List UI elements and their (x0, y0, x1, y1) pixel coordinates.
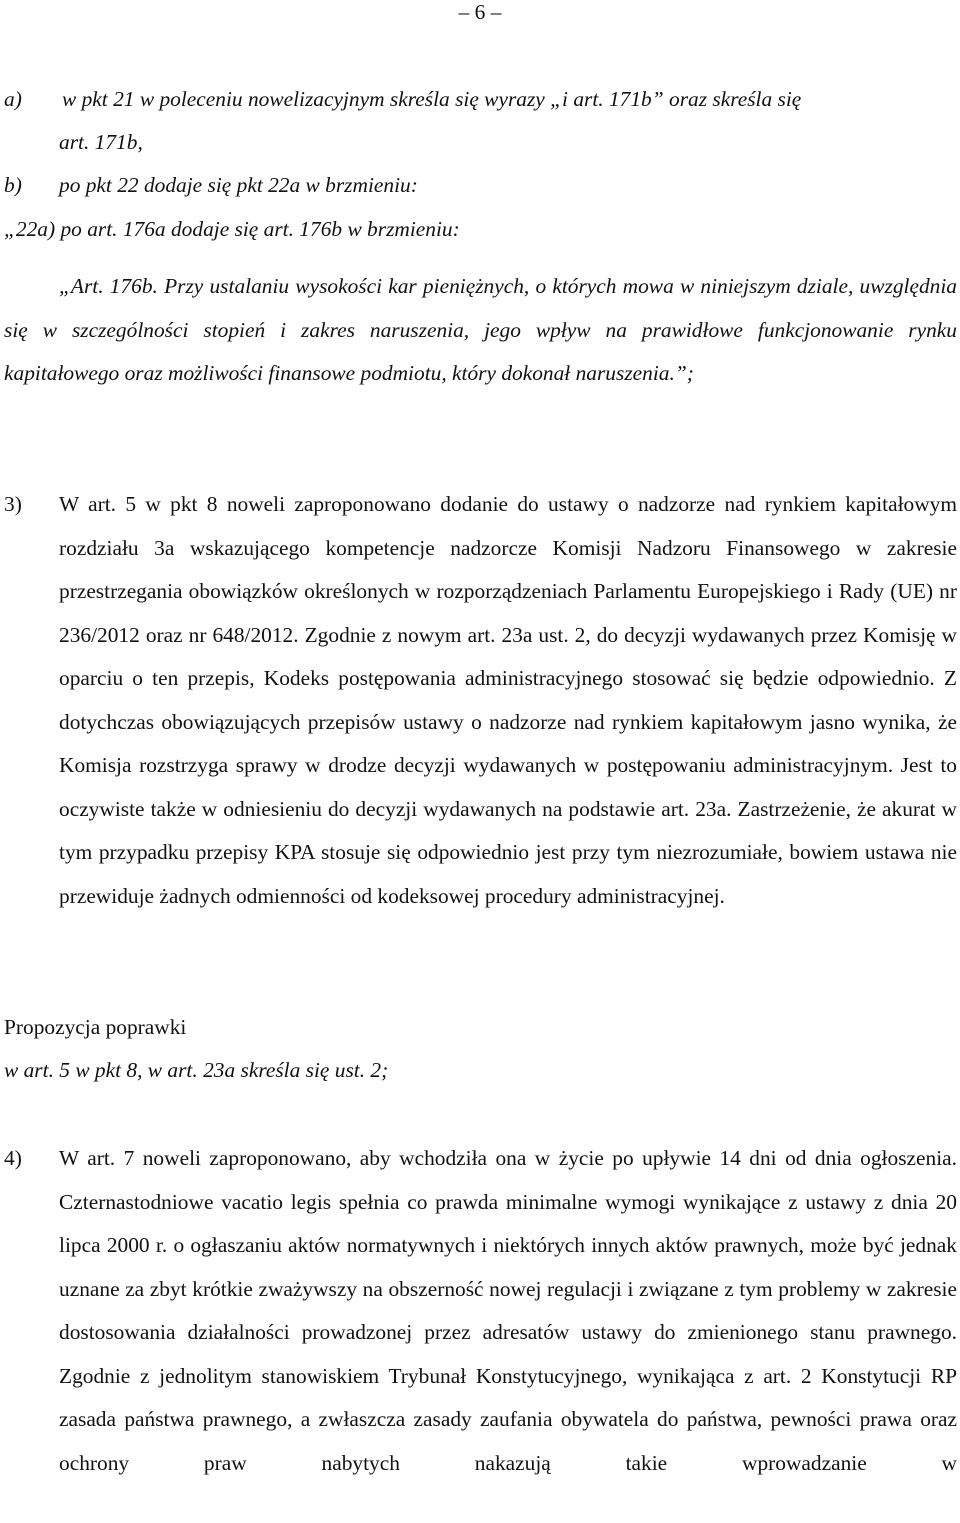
quoted-article-176b: „Art. 176b. Przy ustalaniu wysokości kar pieniężnych, o których mowa w niniejszym dziale, uwzględnia się w szczególności stopień i zakres naruszenia, jego wpływ na prawidłowe funkcjonowanie rynku kapitałowego oraz możliwości finansowe podmiotu, który dokonał naruszenia.”; (4, 274, 957, 385)
item-b (0, 164, 960, 208)
item-a (0, 78, 960, 122)
item-b-label: b) (4, 173, 22, 197)
point-3-text: W art. 5 w pkt 8 noweli zaproponowano dodanie do ustawy o nadzorze nad rynkiem kapitałowym rozdziału 3a wskazującego kompetencje nadzorcze Komisji Nadzoru Finansowego w zakresie przestrzegania obowiązków określonych w rozporządzeniach Parlamentu Europejskiego i Rady (UE) nr 236/2012 oraz nr 648/2012. Zgodnie z nowym art. 23a ust. 2, do decyzji wydawanych przez Komisję w oparciu o ten przepis, Kodeks postępowania administracyjnego stosować się będzie odpowiednio. Z dotychczas obowiązujących przepisów ustawy o nadzorze nad rynkiem kapitałowym jasno wynika, że Komisja rozstrzyga sprawy w drodze decyzji wydawanych w postępowaniu administracyjnym. Jest to oczywiste także w odniesieniu do decyzji wydawanych na podstawie art. 23a. Zastrzeżenie, że akurat w tym przypadku przepisy KPA stosuje się odpowiednio jest przy tym niezrozumiałe, bowiem ustawa nie przewiduje żadnych odmienności od kodeksowej procedury administracyjnej. (59, 492, 957, 908)
item-a-label: a) (4, 87, 22, 111)
proposal-heading: Propozycja poprawki (4, 1015, 187, 1039)
point-4-text: W art. 7 noweli zaproponowano, aby wchodziła ona w życie po upływie 14 dni od dnia ogłoszenia. Czternastodniowe vacatio legis spełnia co prawda minimalne wymogi wynikające z ustawy z dnia 20 lipca 2000 r. o ogłaszaniu aktów normatywnych i niektórych innych aktów prawnych, może być jednak uznane za zbyt krótkie zważywszy na obszerność nowej regulacji i związane z tym problemy w zakresie dostosowania działalności prowadzonej przez adresatów ustawy do zmienionego stanu prawnego. Zgodnie z jednolitym stanowiskiem Trybunał Konstytucyjnego, wynikająca z art. 2 Konstytucji RP zasada państwa prawnego, a zwłaszcza zasady zaufania obywatela do państwa, pewności prawa oraz ochrony praw nabytych nakazują takie wprowadzanie w (59, 1146, 957, 1475)
item-b-line1: po pkt 22 dodaje się pkt 22a w brzmieniu: (59, 173, 418, 197)
page-number: – 6 – (458, 0, 502, 24)
item-b-line2: „22a) po art. 176a dodaje się art. 176b w brzmieniu: (4, 217, 460, 241)
item-a-line1: w pkt 21 w poleceniu nowelizacyjnym skreśla się wyrazy „i art. 171b” oraz skreśla się (62, 87, 802, 111)
proposal-text: w art. 5 w pkt 8, w art. 23a skreśla się ust. 2; (4, 1058, 389, 1082)
item-a-line2: art. 171b, (59, 130, 143, 154)
point-4-number: 4) (4, 1146, 22, 1170)
point-3-number: 3) (4, 492, 22, 516)
